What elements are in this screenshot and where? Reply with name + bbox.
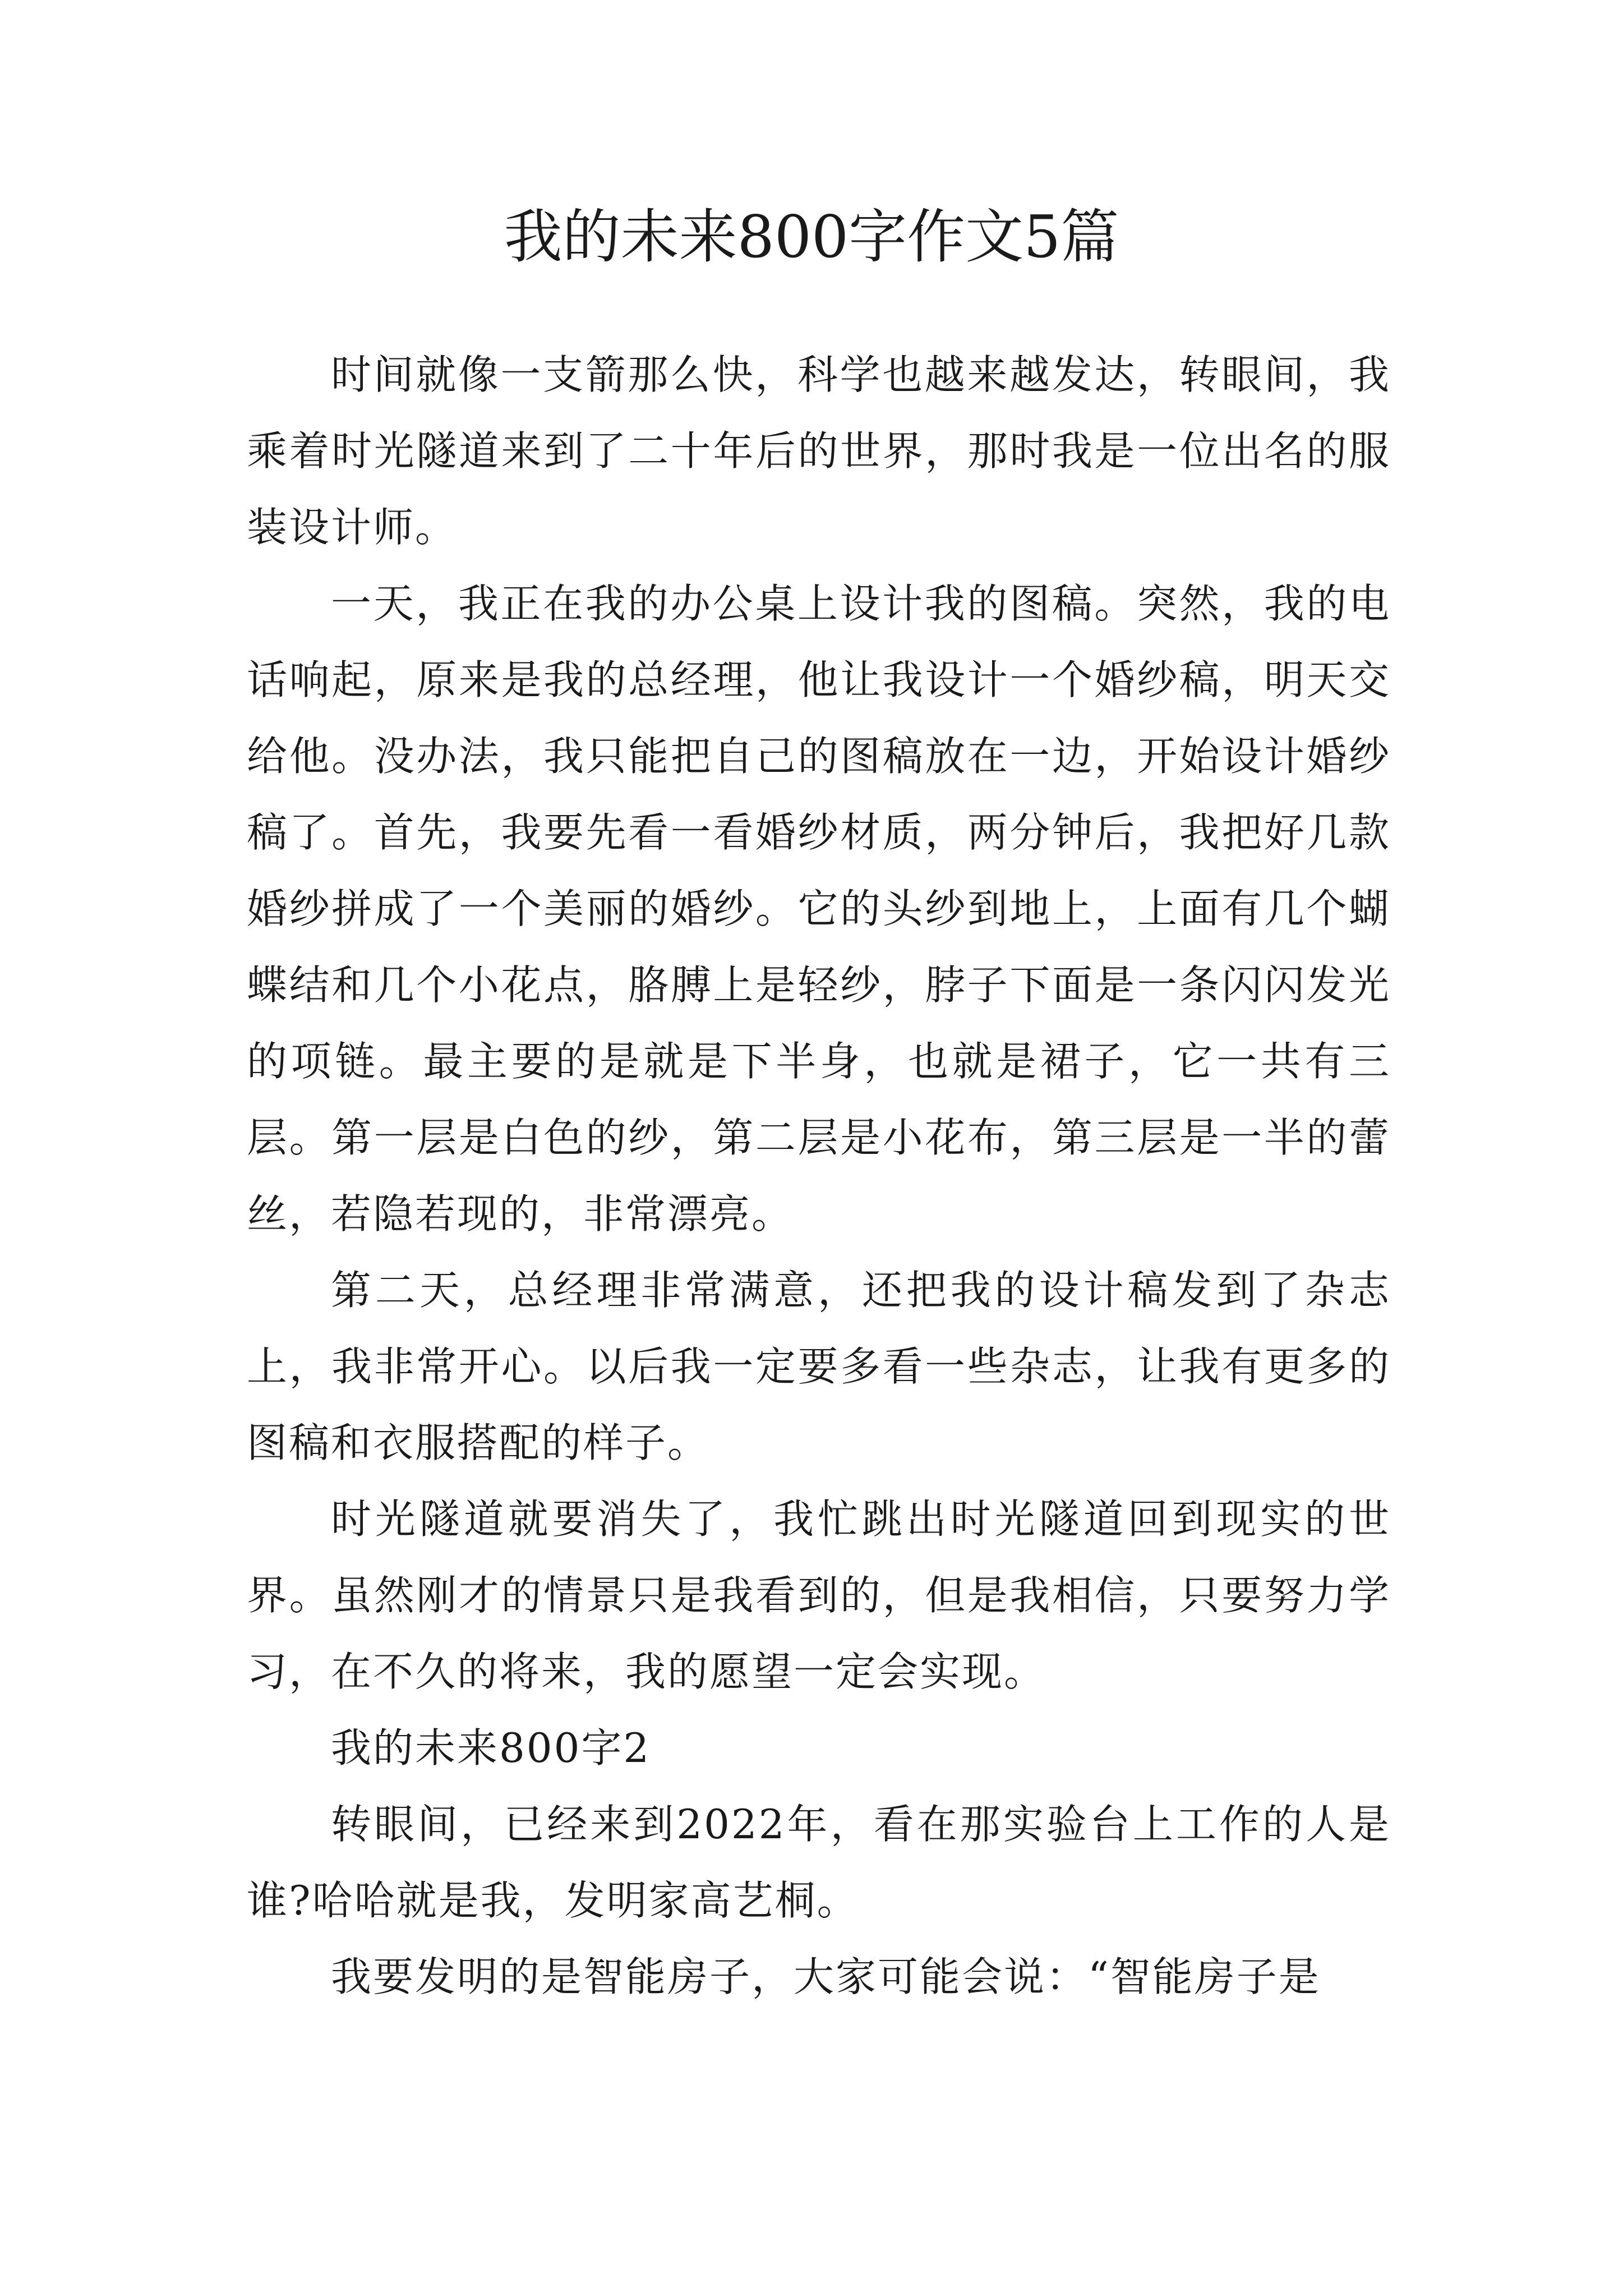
paragraph-5: 转眼间，已经来到2022年，看在那实验台上工作的人是谁?哈哈就是我，发明家高艺桐。: [247, 1801, 1391, 1924]
paragraph-6: 我要发明的是智能房子，大家可能会说：“智能房子是: [331, 1953, 1321, 2000]
section-heading-2: 我的未来800字2: [331, 1724, 651, 1772]
paragraph-2: 一天，我正在我的办公桌上设计我的图稿。突然，我的电话响起，原来是我的总经理，他让我设计一个婚纱稿，明天交给他。没办法，我只能把自己的图稿放在一边，开始设计婚纱稿了。首先，我要先看一看婚纱材质，两分钟后，我把好几款婚纱拼成了一个美丽的婚纱。它的头纱到地上，上面有几个蝴蝶结和几个小花点，胳膊上是轻纱，脖子下面是一条闪闪发光的项链。最主要的是就是下半身，也就是裙子，它一共有三层。第一层是白色的纱，第二层是小花布，第三层是一半的蕾丝，若隐若现的，非常漂亮。: [247, 580, 1391, 1237]
paragraph-1: 时间就像一支箭那么快，科学也越来越发达，转眼间，我乘着时光隧道来到了二十年后的世界，那时我是一位出名的服装设计师。: [247, 351, 1391, 551]
paragraph-4: 时光隧道就要消失了，我忙跳出时光隧道回到现实的世界。虽然刚才的情景只是我看到的，但是我相信，只要努力学习，在不久的将来，我的愿望一定会实现。: [247, 1496, 1391, 1695]
document-body: [247, 337, 1391, 2015]
paragraph-3: 第二天，总经理非常满意，还把我的设计稿发到了杂志上，我非常开心。以后我一定要多看一些杂志，让我有更多的图稿和衣服搭配的样子。: [247, 1267, 1391, 1466]
document-title: 我的未来800字作文5篇: [504, 203, 1119, 271]
